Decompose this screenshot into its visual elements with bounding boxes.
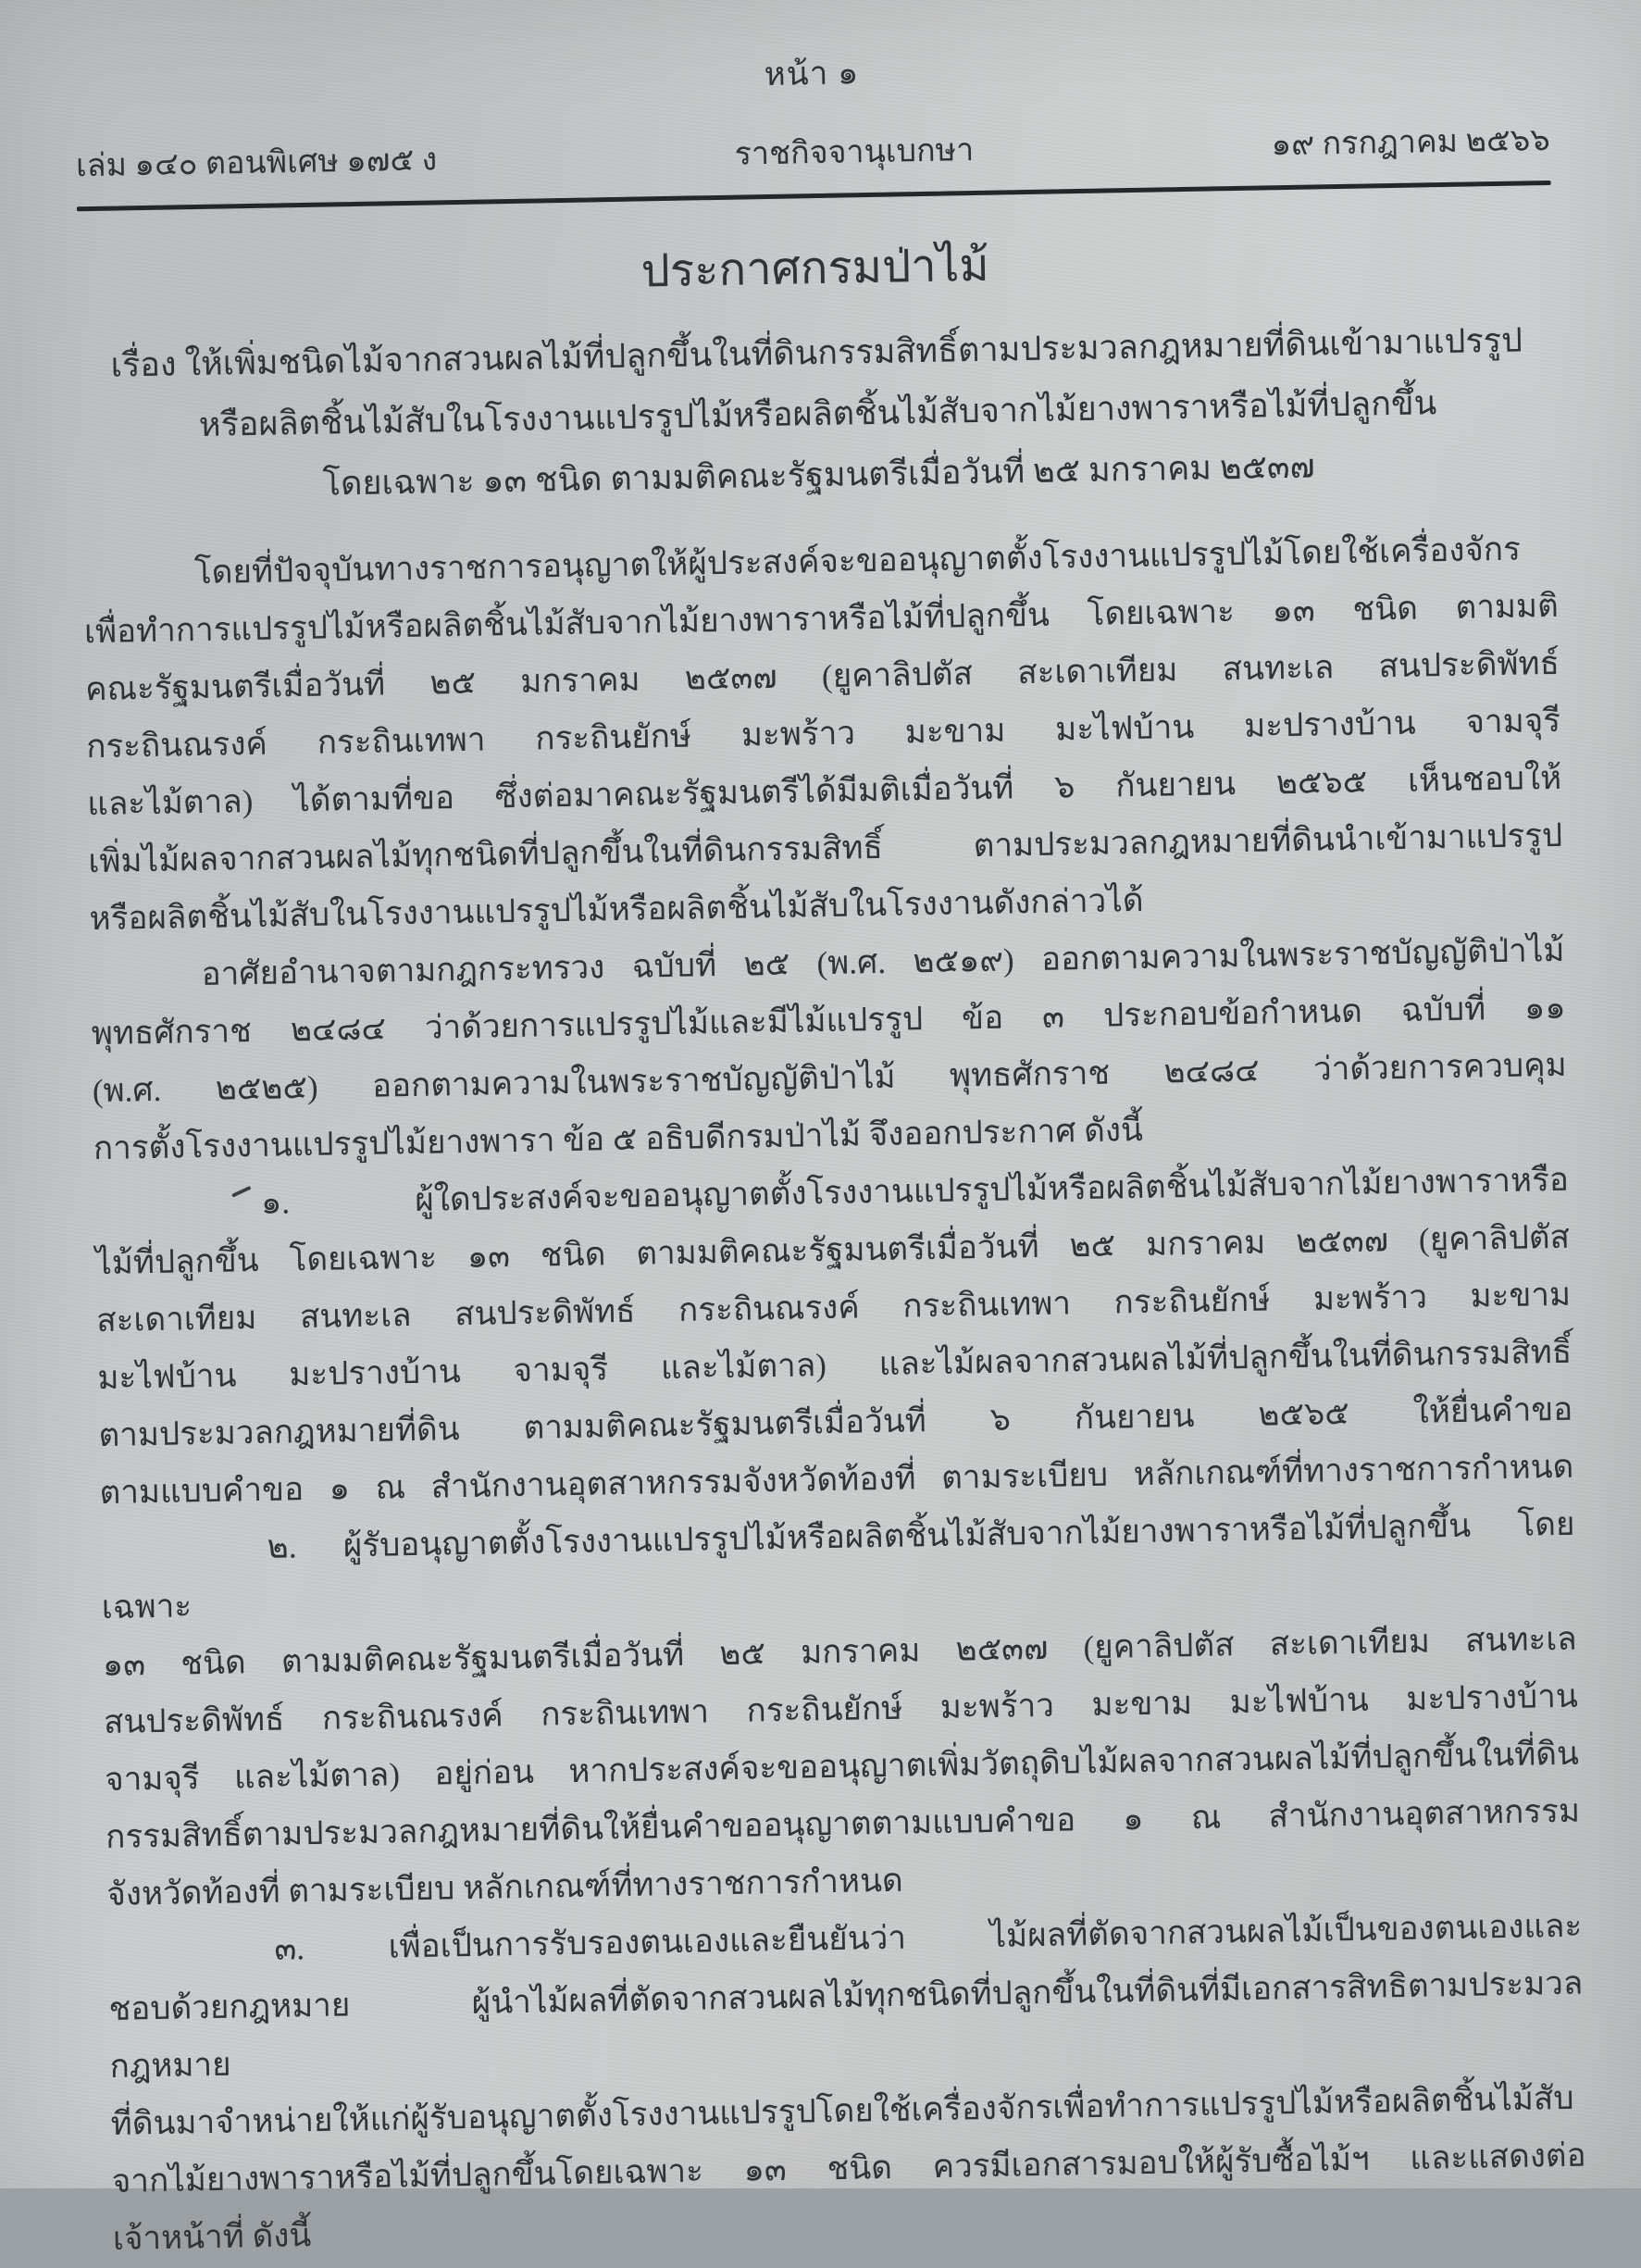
paragraph	[90, 922, 1568, 1178]
body-line-text: หรือผลิตชิ้นไม้สับในโรงงานแปรรูปไม้หรือผลิตชิ้นไม้สับในโรงงานดังกล่าวได้	[89, 881, 1144, 938]
body-line-text: ชอบด้วยกฎหมาย ผู้นำไม้ผลที่ตัดจากสวนผลไม้ทุกชนิดที่ปลูกขึ้นในที่ดินที่มีเอกสารสิทธิตามประมวลกฎหมาย	[108, 1964, 1584, 2085]
document-body	[82, 520, 1587, 2268]
numbered-clause	[107, 1898, 1587, 2268]
body-line-text: สะเดาเทียม สนทะเล สนประดิพัทธ์ กระถินณรงค์ กระถินเทพา กระถินยักษ์ มะพร้าว มะขาม	[95, 1276, 1572, 1340]
gazette-header	[76, 114, 1551, 190]
body-line-text: ที่ดินมาจำหน่ายให้แก่ผู้รับอนุญาตตั้งโรงงานแปรรูปโดยใช้เครื่องจักรเพื่อทำการแปรรูปไม้หรือผลิตชิ้นไม้สับ	[110, 2079, 1574, 2142]
volume-issue-label: เล่ม ๑๔๐ ตอนพิเศษ ๑๗๕ ง	[75, 143, 438, 184]
body-line-text: อาศัยอำนาจตามกฎกระทรวง ฉบับที่ ๒๕ (พ.ศ. ๒๕๑๙) ออกตามความในพระราชบัญญัติป่าไม้	[201, 931, 1565, 993]
body-line-text: (พ.ศ. ๒๕๒๕) ออกตามความในพระราชบัญญัติป่าไม้ พุทธศักราช ๒๔๘๔ ว่าด้วยการควบคุม	[92, 1046, 1567, 1110]
announcement-title: ประกาศกรมป่าไม้	[640, 239, 990, 297]
body-line-text: การตั้งโรงงานแปรรูปไม้ยางพารา ข้อ ๕ อธิบดีกรมป่าไม้ จึงออกประกาศ ดังนี้	[93, 1111, 1144, 1167]
body-line-text: และไม้ตาล) ได้ตามที่ขอ ซึ่งต่อมาคณะรัฐมนตรีได้มีมติเมื่อวันที่ ๖ กันยายน ๒๕๖๕ เห็นชอบให้	[86, 759, 1562, 823]
page-content	[73, 0, 1586, 2257]
body-line-text: ๑. ผู้ใดประสงค์จะขออนุญาตตั้งโรงงานแปรรูปไม้หรือผลิตชิ้นไม้สับจากไม้ยางพาราหรือ	[260, 1161, 1570, 1221]
body-line-text: ไม้ที่ปลูกขึ้น โดยเฉพาะ ๑๓ ชนิด ตามมติคณะรัฐมนตรีเมื่อวันที่ ๒๕ มกราคม ๒๕๓๗ (ยูคาลิปตัส	[94, 1218, 1571, 1282]
subject-line: โดยเฉพาะ ๑๓ ชนิด ตามมติคณะรัฐมนตรีเมื่อวันที่ ๒๕ มกราคม ๒๕๓๗	[322, 447, 1315, 503]
body-line-text: ๒. ผู้รับอนุญาตตั้งโรงงานแปรรูปไม้หรือผลิตชิ้นไม้สับจากไม้ยางพาราหรือไม้ที่ปลูกขึ้น โดยเฉพาะ	[101, 1505, 1575, 1626]
body-line-text: ๑๓ ชนิด ตามมติคณะรัฐมนตรีเมื่อวันที่ ๒๕ มกราคม ๒๕๓๗ (ยูคาลิปตัส สะเดาเทียม สนทะเล	[102, 1620, 1577, 1684]
body-line-text: จังหวัดท้องที่ ตามระเบียบ หลักเกณฑ์ที่ทางราชการกำหนด	[106, 1862, 903, 1913]
body-line-text: เพื่อทำการแปรรูปไม้หรือผลิตชิ้นไม้สับจากไม้ยางพาราหรือไม้ที่ปลูกขึ้น โดยเฉพาะ ๑๓ ชนิด ตามมติ	[83, 587, 1560, 651]
gazette-title: ราชกิจจานุเบกษา	[734, 133, 975, 172]
subject-block	[79, 309, 1556, 518]
numbered-clause	[94, 1152, 1574, 1522]
body-line-text: เจ้าหน้าที่ ดังนี้	[112, 2217, 312, 2257]
body-line-text: ตามประมวลกฎหมายที่ดิน ตามมติคณะรัฐมนตรีเมื่อวันที่ ๖ กันยายน ๒๕๖๕ ให้ยื่นคำขอ	[98, 1390, 1573, 1454]
body-line-text: คณะรัฐมนตรีเมื่อวันที่ ๒๕ มกราคม ๒๕๓๗ (ยูคาลิปตัส สะเดาเทียม สนทะเล สนประดิพัทธ์	[84, 644, 1560, 708]
body-line-text: จากไม้ยางพาราหรือไม้ที่ปลูกขึ้นโดยเฉพาะ ๑๓ ชนิด ควรมีเอกสารมอบให้ผู้รับซื้อไม้ฯ และแสดงต่อ	[111, 2137, 1586, 2199]
body-line-text: มะไฟบ้าน มะปรางบ้าน จามจุรี และไม้ตาล) และไม้ผลจากสวนผลไม้ที่ปลูกขึ้นในที่ดินกรรมสิทธิ์	[97, 1333, 1573, 1397]
body-line-text: โดยที่ปัจจุบันทางราชการอนุญาตให้ผู้ประสงค์จะขออนุญาตตั้งโรงงานแปรรูปไม้โดยใช้เครื่องจักร	[193, 530, 1522, 592]
body-line-text: กรรมสิทธิ์ตามประมวลกฎหมายที่ดินให้ยื่นคำขออนุญาตตามแบบคำขอ ๑ ณ สำนักงานอุตสาหกรรม	[105, 1792, 1581, 1856]
body-line-text: สนประดิพัทธ์ กระถินณรงค์ กระถินเทพา กระถินยักษ์ มะพร้าว มะขาม มะไฟบ้าน มะปรางบ้าน	[103, 1677, 1579, 1741]
body-line-text: กระถินณรงค์ กระถินเทพา กระถินยักษ์ มะพร้าว มะขาม มะไฟบ้าน มะปรางบ้าน จามจุรี	[85, 702, 1561, 766]
subject-line: หรือผลิตชิ้นไม้สับในโรงงานแปรรูปไม้หรือผลิตชิ้นไม้สับจากไม้ยางพาราหรือไม้ที่ปลูกขึ้น	[198, 384, 1437, 443]
body-line-text: จามจุรี และไม้ตาล) อยู่ก่อน หากประสงค์จะขออนุญาตเพิ่มวัตถุดิบไม้ผลจากสวนผลไม้ที่ปลูกขึ้นในที่ดิน	[104, 1735, 1580, 1799]
body-line-text: พุทธศักราช ๒๔๘๔ ว่าด้วยการแปรรูปไม้และมีไม้แปรรูป ข้อ ๓ ประกอบข้อกำหนด ฉบับที่ ๑๑	[91, 989, 1566, 1053]
body-line-text: ตามแบบคำขอ ๑ ณ สำนักงานอุตสาหกรรมจังหวัดท้องที่ ตามระเบียบ หลักเกณฑ์ที่ทางราชการกำหนด	[99, 1448, 1574, 1512]
page-number-label: หน้า ๑	[764, 55, 860, 93]
subject-line: เรื่อง ให้เพิ่มชนิดไม้จากสวนผลไม้ที่ปลูกขึ้นในที่ดินกรรมสิทธิ์ตามประมวลกฎหมายที่ดินเข้ามาแปรรูป	[110, 321, 1523, 384]
body-line-text: เพิ่มไม้ผลจากสวนผลไม้ทุกชนิดที่ปลูกขึ้นในที่ดินกรรมสิทธิ์ ตามประมวลกฎหมายที่ดินนำเข้ามาแปรรูป	[88, 816, 1563, 880]
body-line-text: ๓. เพื่อเป็นการรับรองตนเองและยืนยันว่า ไม้ผลที่ตัดจากสวนผลไม้เป็นของตนเองและ	[274, 1907, 1583, 1967]
pen-mark-icon	[231, 1186, 252, 1198]
numbered-clause	[100, 1496, 1581, 1924]
publication-date: ๑๙ กรกฎาคม ๒๕๖๖	[1271, 122, 1551, 163]
paragraph	[82, 520, 1563, 948]
